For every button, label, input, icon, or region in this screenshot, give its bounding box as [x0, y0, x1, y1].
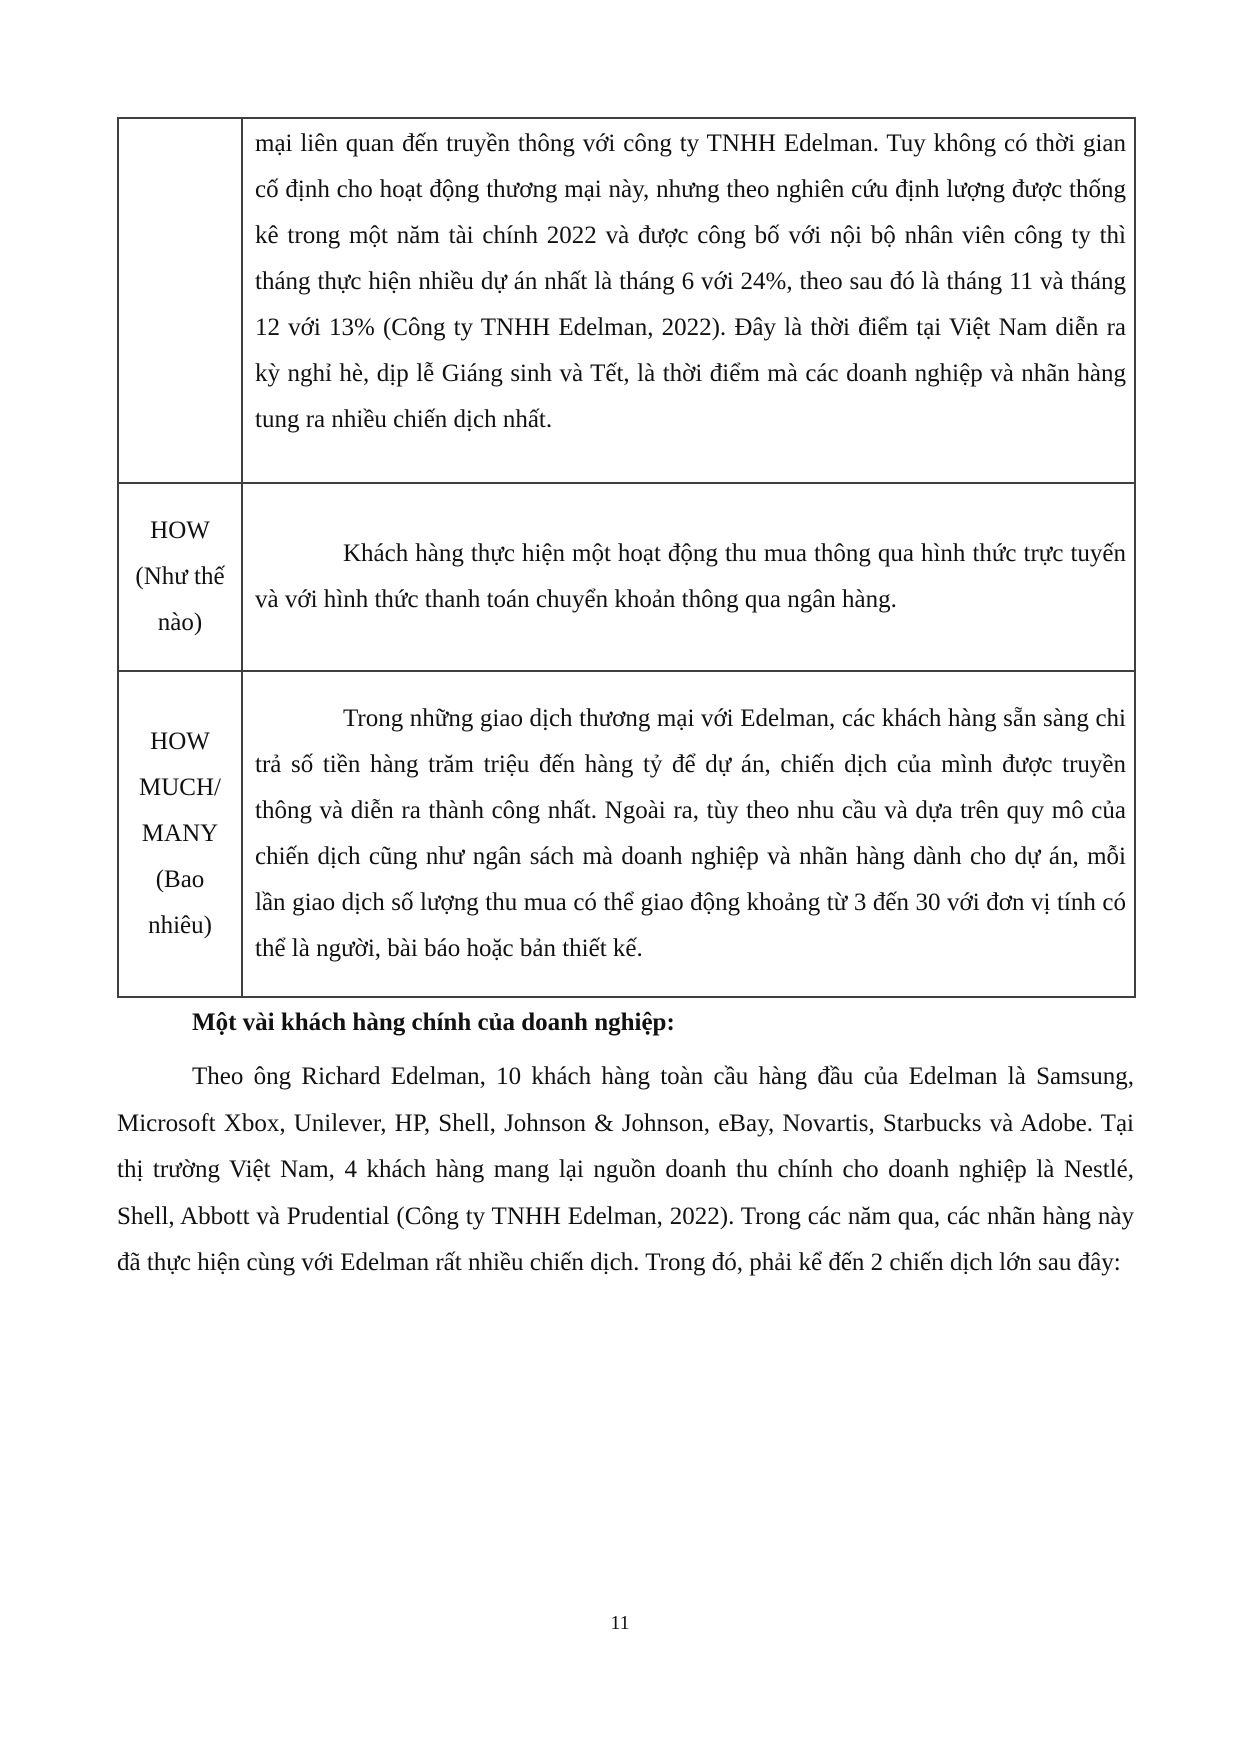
label-line: MUCH/: [139, 774, 221, 801]
label-line: HOW: [150, 517, 210, 544]
row-content-text: mại liên quan đến truyền thông với công ty TNHH Edelman. Tuy không có thời gian cố định cho hoạt động thương mại này, nhưng theo nghiên cứu định lượng được thống kê trong một năm tài chính 2022 và được công bố với nội bộ nhân viên công ty thì tháng thực hiện nhiều dự án nhất là tháng 6 với 24%, theo sau đó là tháng 11 và tháng 12 với 13% (Công ty TNHH Edelman, 2022). Đây là thời điểm tại Việt Nam diễn ra kỳ nghỉ hè, dịp lễ Giáng sinh và Tết, là thời điểm mà các doanh nghiệp và nhãn hàng tung ra nhiều chiến dịch nhất.: [255, 130, 1126, 433]
5w1h-table: [117, 117, 1136, 998]
page-number: 11: [610, 1612, 630, 1634]
label-line: (Bao: [155, 866, 205, 893]
label-line: nhiêu): [148, 912, 212, 939]
table-row-how: [118, 483, 1135, 671]
table-row-how-much: [118, 671, 1135, 997]
row-content: [242, 483, 1135, 671]
row-label-empty: [118, 118, 242, 483]
row-label-how: [118, 483, 242, 671]
row-content-text: Khách hàng thực hiện một hoạt động thu mua thông qua hình thức trực tuyến và với hình thức thanh toán chuyển khoản thông qua ngân hàng.: [255, 540, 1126, 613]
row-label-how-much: [118, 671, 242, 997]
section-heading: Một vài khách hàng chính của doanh nghiệp:: [192, 1009, 675, 1036]
label-line: nào): [157, 609, 203, 636]
table-row-when-continued: [118, 118, 1135, 483]
row-content: [242, 118, 1135, 483]
row-content: [242, 671, 1135, 997]
label-line: (Như thế: [135, 563, 225, 590]
label-line: HOW: [150, 728, 210, 755]
label-line: MANY: [141, 820, 219, 847]
row-content-text: Trong những giao dịch thương mại với Edelman, các khách hàng sẵn sàng chi trả số tiền hàng trăm triệu đến hàng tỷ để dự án, chiến dịch của mình được truyền thông và diễn ra thành công nhất. Ngoài ra, tùy theo nhu cầu và dựa trên quy mô của chiến dịch cũng như ngân sách mà doanh nghiệp và nhãn hàng dành cho dự án, mỗi lần giao dịch số lượng thu mua có thể giao động khoảng từ 3 đến 30 với đơn vị tính có thể là người, bài báo hoặc bản thiết kế.: [255, 705, 1126, 962]
body-paragraph: Theo ông Richard Edelman, 10 khách hàng toàn cầu hàng đầu của Edelman là Samsung, Microsoft Xbox, Unilever, HP, Shell, Johnson & Johnson, eBay, Novartis, Starbucks và Adobe. Tại thị trường Việt Nam, 4 khách hàng mang lại nguồn doanh thu chính cho doanh nghiệp là Nestlé, Shell, Abbott và Prudential (Công ty TNHH Edelman, 2022). Trong các năm qua, các nhãn hàng này đã thực hiện cùng với Edelman rất nhiều chiến dịch. Trong đó, phải kể đến 2 chiến dịch lớn sau đây:: [117, 1063, 1134, 1276]
